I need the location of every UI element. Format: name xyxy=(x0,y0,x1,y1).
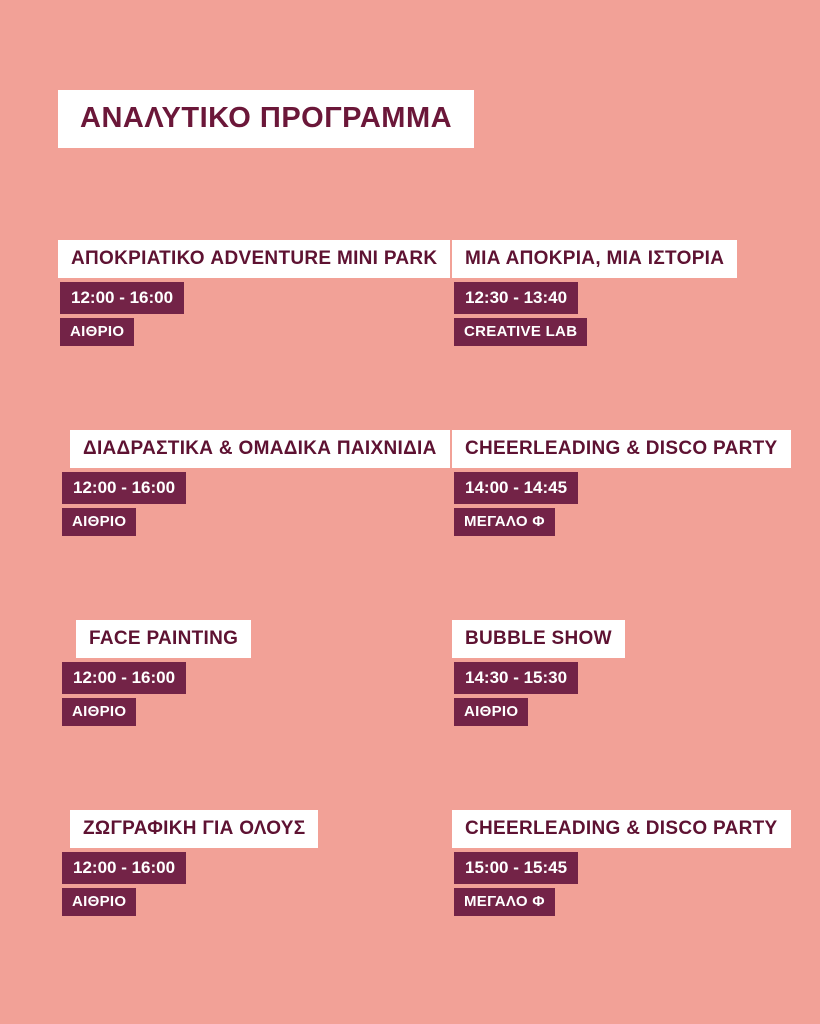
session-location: ΑΙΘΡΙΟ xyxy=(454,698,528,726)
session-time: 12:00 - 16:00 xyxy=(60,282,184,314)
session-item xyxy=(452,430,778,536)
session-time: 12:00 - 16:00 xyxy=(62,662,186,694)
session-location: ΑΙΘΡΙΟ xyxy=(62,888,136,916)
session-title: CHEERLEADING & DISCO PARTY xyxy=(452,810,791,848)
session-item xyxy=(58,240,452,346)
program-grid xyxy=(58,240,778,1000)
page-title: ΑΝΑΛΥΤΙΚΟ ΠΡΟΓΡΑΜΜΑ xyxy=(58,90,474,148)
session-time: 12:00 - 16:00 xyxy=(62,852,186,884)
session-item xyxy=(58,430,452,536)
session-item xyxy=(58,620,452,726)
session-location: ΑΙΘΡΙΟ xyxy=(60,318,134,346)
session-item xyxy=(452,620,764,726)
session-location: ΑΙΘΡΙΟ xyxy=(62,508,136,536)
session-location: ΑΙΘΡΙΟ xyxy=(62,698,136,726)
session-item xyxy=(58,810,452,916)
session-item xyxy=(452,240,764,346)
session-title: ΔΙΑΔΡΑΣΤΙΚΑ & ΟΜΑΔΙΚΑ ΠΑΙΧΝΙΔΙΑ xyxy=(70,430,450,468)
session-time: 12:00 - 16:00 xyxy=(62,472,186,504)
session-time: 15:00 - 15:45 xyxy=(454,852,578,884)
program-cell xyxy=(452,430,778,620)
session-location: ΜΕΓΑΛΟ Φ xyxy=(454,888,555,916)
session-location: ΜΕΓΑΛΟ Φ xyxy=(454,508,555,536)
session-title: ΑΠΟΚΡΙΑΤΙΚΟ ADVENTURE MINI PARK xyxy=(58,240,450,278)
session-location: CREATIVE LAB xyxy=(454,318,587,346)
program-cell xyxy=(452,620,764,810)
program-cell xyxy=(58,430,452,620)
session-title: BUBBLE SHOW xyxy=(452,620,625,658)
session-time: 14:30 - 15:30 xyxy=(454,662,578,694)
session-title: CHEERLEADING & DISCO PARTY xyxy=(452,430,791,468)
program-cell xyxy=(58,620,452,810)
session-title: ΜΙΑ ΑΠΟΚΡΙΑ, ΜΙΑ ΙΣΤΟΡΙΑ xyxy=(452,240,737,278)
session-title: ΖΩΓΡΑΦΙΚΗ ΓΙΑ ΟΛΟΥΣ xyxy=(70,810,318,848)
program-cell xyxy=(452,810,778,1000)
session-time: 12:30 - 13:40 xyxy=(454,282,578,314)
session-time: 14:00 - 14:45 xyxy=(454,472,578,504)
page-title-wrapper xyxy=(58,90,474,148)
session-title: FACE PAINTING xyxy=(76,620,251,658)
program-cell xyxy=(58,810,452,1000)
program-cell xyxy=(452,240,764,430)
program-cell xyxy=(58,240,452,430)
session-item xyxy=(452,810,778,916)
